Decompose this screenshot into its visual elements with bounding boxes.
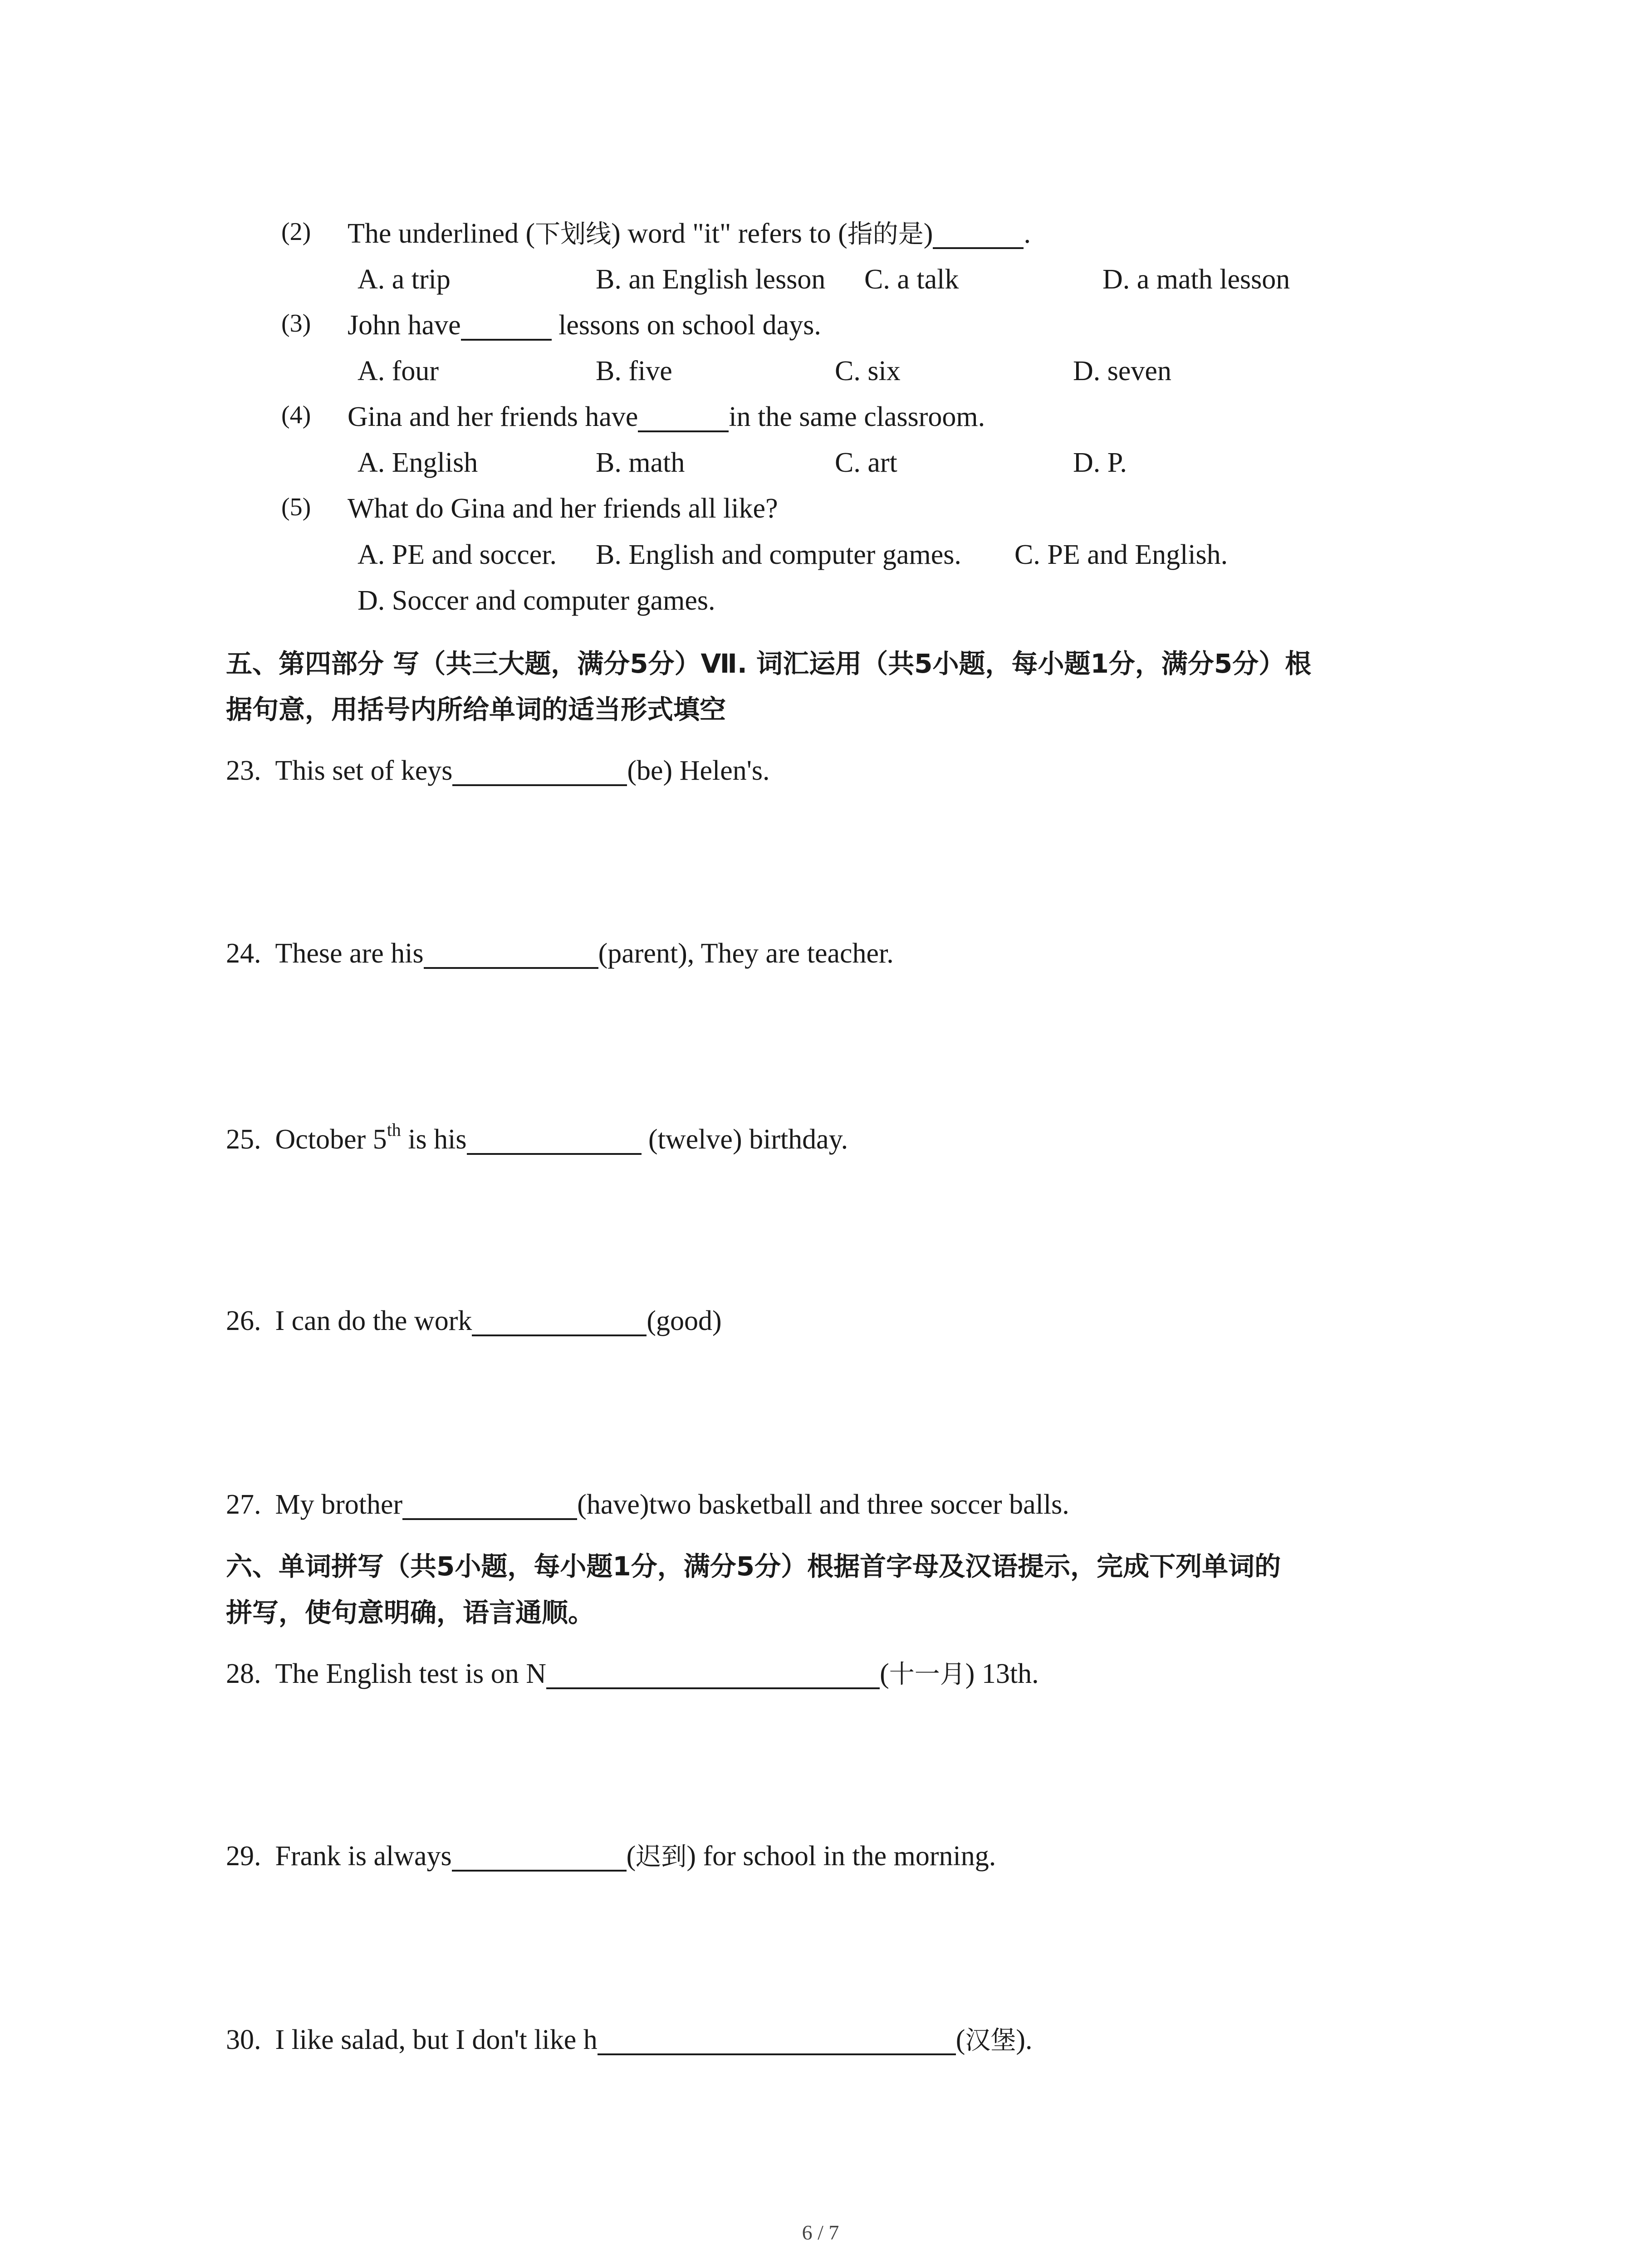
option-b[interactable]: B. math: [596, 447, 685, 478]
question-number: (2): [281, 218, 311, 246]
spell-item: [226, 1842, 996, 1872]
item-text: I like salad, but I don't like h: [275, 2024, 598, 2055]
item-number: 30.: [226, 2024, 261, 2055]
fill-item: [226, 1119, 848, 1155]
option-b[interactable]: B. English and computer games.: [596, 539, 961, 570]
option-a[interactable]: A. a trip: [358, 264, 451, 295]
spell-item: [226, 2025, 1033, 2055]
stem-text: ): [923, 218, 933, 249]
fill-item: [226, 1490, 1069, 1520]
section-heading: 据句意，用括号内所给单词的适当形式填空: [226, 694, 726, 725]
fill-item: [226, 1306, 722, 1336]
item-text: (: [955, 2024, 965, 2055]
item-text: ) 13th.: [965, 1658, 1039, 1689]
answer-blank[interactable]: [546, 1659, 880, 1689]
stem-text: What do Gina and her friends all like?: [348, 493, 778, 524]
item-number: 25.: [226, 1124, 261, 1155]
option-b[interactable]: B. five: [596, 356, 672, 386]
item-text: (good): [647, 1305, 722, 1336]
answer-blank[interactable]: [452, 1842, 627, 1872]
superscript: th: [387, 1119, 401, 1140]
option-c[interactable]: C. art: [835, 447, 897, 478]
hint-cjk: 十一月: [889, 1660, 965, 1689]
stem-text: lessons on school days.: [551, 310, 821, 341]
item-text: This set of keys: [275, 755, 453, 786]
answer-blank[interactable]: [638, 402, 729, 432]
section-heading: 拼写，使句意明确，语言通顺。: [226, 1597, 595, 1628]
answer-blank[interactable]: [461, 311, 552, 341]
option-a[interactable]: A. four: [358, 356, 439, 386]
item-text: (be) Helen's.: [627, 755, 770, 786]
question-number: (5): [281, 493, 311, 521]
stem-text: The underlined (: [348, 218, 535, 249]
section-heading: 五、第四部分 写（共三大题，满分5分）Ⅶ. 词汇运用（共5小题，每小题1分，满分5分）根: [226, 648, 1312, 679]
item-number: 28.: [226, 1658, 261, 1689]
question-stem: [348, 219, 1031, 249]
fill-item: [226, 939, 894, 969]
fill-item: [226, 756, 770, 786]
stem-text: .: [1024, 218, 1031, 249]
answer-blank[interactable]: [933, 219, 1024, 249]
item-text: (: [626, 1841, 636, 1872]
item-text: (have)two basketball and three soccer balls.: [577, 1489, 1069, 1520]
option-a[interactable]: A. PE and soccer.: [358, 539, 557, 570]
option-a[interactable]: A. English: [358, 447, 478, 478]
hint-cjk: 迟到: [636, 1842, 687, 1872]
stem-text: Gina and her friends have: [348, 401, 638, 432]
option-c[interactable]: C. a talk: [864, 264, 959, 295]
answer-blank[interactable]: [472, 1306, 647, 1336]
question-stem: [348, 494, 778, 523]
item-number: 23.: [226, 755, 261, 786]
option-d[interactable]: D. seven: [1073, 356, 1171, 386]
option-d[interactable]: D. P.: [1073, 447, 1127, 478]
stem-text: ) word "it" refers to (: [611, 218, 847, 249]
item-text: October 5: [275, 1124, 387, 1155]
item-text: ).: [1016, 2024, 1033, 2055]
stem-text: in the same classroom.: [729, 401, 985, 432]
answer-blank[interactable]: [424, 939, 598, 969]
item-text: is his: [401, 1124, 467, 1155]
stem-cjk: 下划线: [535, 220, 612, 249]
answer-blank[interactable]: [452, 756, 627, 786]
item-number: 27.: [226, 1489, 261, 1520]
item-number: 26.: [226, 1305, 261, 1336]
item-number: 24.: [226, 938, 261, 969]
question-stem: [348, 311, 821, 341]
item-text: ) for school in the morning.: [686, 1841, 996, 1872]
option-d[interactable]: D. a math lesson: [1102, 264, 1290, 295]
item-text: Frank is always: [275, 1841, 452, 1872]
item-text: These are his: [275, 938, 424, 969]
option-c[interactable]: C. six: [835, 356, 901, 386]
item-text: (twelve) birthday.: [641, 1124, 848, 1155]
option-c[interactable]: C. PE and English.: [1014, 539, 1228, 570]
item-text: (parent), They are teacher.: [598, 938, 894, 969]
question-number: (4): [281, 401, 311, 429]
answer-blank[interactable]: [402, 1490, 577, 1520]
stem-cjk: 指的是: [847, 220, 924, 249]
question-stem: [348, 402, 985, 432]
hint-cjk: 汉堡: [965, 2026, 1016, 2055]
item-text: My brother: [275, 1489, 403, 1520]
option-b[interactable]: B. an English lesson: [596, 264, 826, 295]
item-text: (: [880, 1658, 889, 1689]
item-text: The English test is on N: [275, 1658, 547, 1689]
option-d[interactable]: D. Soccer and computer games.: [358, 585, 715, 616]
question-number: (3): [281, 309, 311, 337]
stem-text: John have: [348, 310, 461, 341]
section-heading: 六、单词拼写（共5小题，每小题1分，满分5分）根据首字母及汉语提示，完成下列单词的: [226, 1551, 1281, 1582]
answer-blank[interactable]: [467, 1125, 642, 1155]
answer-blank[interactable]: [598, 2025, 956, 2055]
item-text: I can do the work: [275, 1305, 472, 1336]
spell-item: [226, 1659, 1039, 1689]
item-number: 29.: [226, 1841, 261, 1872]
page-number: 6 / 7: [802, 2221, 839, 2244]
